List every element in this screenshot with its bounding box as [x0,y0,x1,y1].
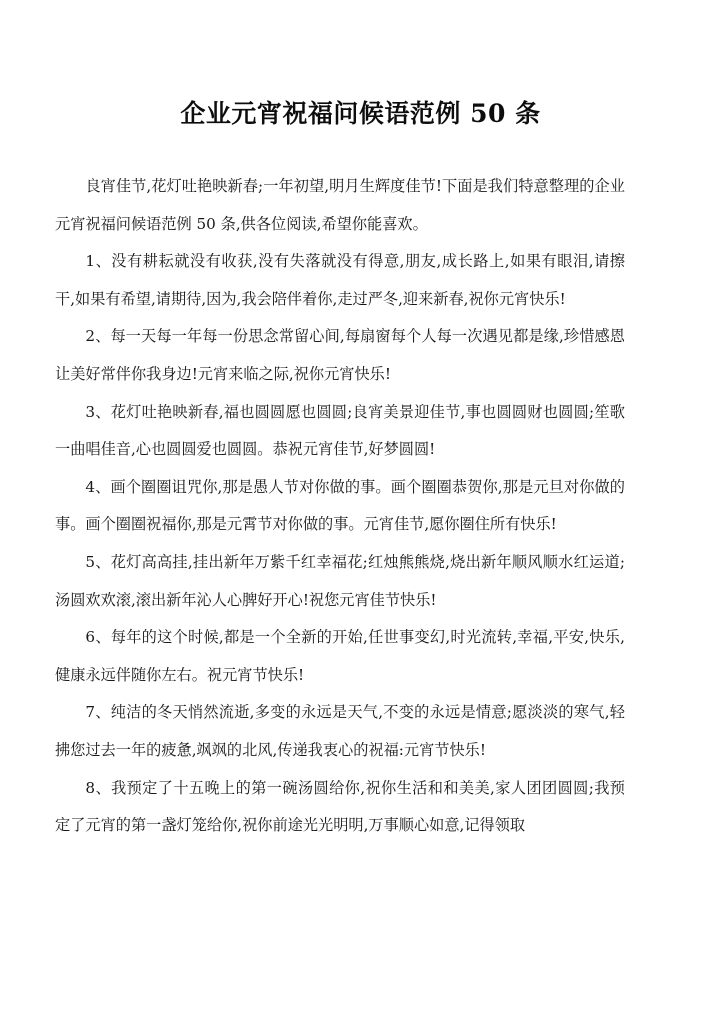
document-body [55,168,625,845]
paragraph-item-2: 2、每一天每一年每一份思念常留心间,每扇窗每个人每一次遇见都是缘,珍惜感恩让美好常伴你我身边!元宵来临之际,祝你元宵快乐! [55,327,625,383]
paragraph-item-4: 4、画个圈圈诅咒你,那是愚人节对你做的事。画个圈圈恭贺你,那是元旦对你做的事。画个圈圈祝福你,那是元霄节对你做的事。元宵佳节,愿你圈住所有快乐! [55,477,625,534]
paragraph-item-8: 8、我预定了十五晚上的第一碗汤圆给你,祝你生活和和美美,家人团团圆圆;我预定了元宵的第一盏灯笼给你,祝你前途光光明明,万事顺心如意,记得领取 [55,778,625,835]
paragraph-item-7: 7、纯洁的冬天悄然流逝,多变的永远是天气,不变的永远是情意;愿淡淡的寒气,轻拂您过去一年的疲惫,飒飒的北风,传递我衷心的祝福:元宵节快乐! [55,703,625,759]
paragraph-item-1: 1、没有耕耘就没有收获,没有失落就没有得意,朋友,成长路上,如果有眼泪,请擦干,如果有希望,请期待,因为,我会陪伴着你,走过严冬,迎来新春,祝你元宵快乐! [55,252,625,308]
paragraph-item-6: 6、每年的这个时候,都是一个全新的开始,任世事变幻,时光流转,幸福,平安,快乐,健康永远伴随你左右。祝元宵节快乐! [55,628,625,684]
page-title: 企业元宵祝福问候语范例 50 条 [180,98,541,128]
paragraph-item-5: 5、花灯高高挂,挂出新年万紫千红幸福花;红烛熊熊烧,烧出新年顺风顺水红运道;汤圆欢欢滚,滚出新年沁人心脾好开心!祝您元宵佳节快乐! [55,552,625,609]
paragraph-item-3: 3、花灯吐艳映新春,福也圆圆愿也圆圆;良宵美景迎佳节,事也圆圆财也圆圆;笙歌一曲唱佳音,心也圆圆爱也圆圆。恭祝元宵佳节,好梦圆圆! [55,402,625,459]
paragraph-intro: 良宵佳节,花灯吐艳映新春;一年初望,明月生辉度佳节!下面是我们特意整理的企业元宵祝福问候语范例 50 条,供各位阅读,希望你能喜欢。 [55,177,625,233]
